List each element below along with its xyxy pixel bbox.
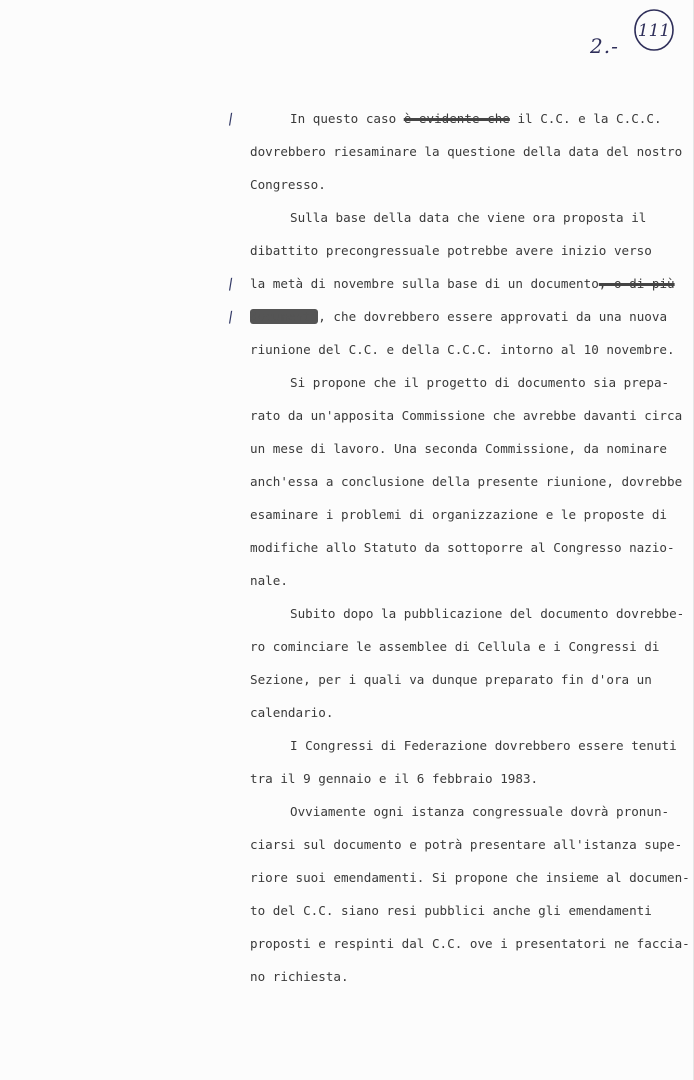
text-line: dovrebbero riesaminare la questione della data del nostro	[250, 144, 683, 159]
text-line: nale.	[250, 573, 288, 588]
text-line: riunione del C.C. e della C.C.C. intorno al 10 novembre.	[250, 342, 675, 357]
text-line: calendario.	[250, 705, 334, 720]
text-line: un mese di lavoro. Una seconda Commissione, da nominare	[250, 441, 668, 456]
text-line: tra il 9 gennaio e il 6 febbraio 1983.	[250, 771, 539, 786]
archive-stamp-icon	[632, 8, 676, 52]
text-line: no richiesta.	[250, 969, 349, 984]
page-number: 2.-	[590, 34, 619, 58]
text-line: proposti e respinti dal C.C. ove i presentatori ne faccia-	[250, 936, 690, 951]
struck-text: è evidente che	[403, 111, 510, 126]
margin-mark: /	[226, 109, 235, 129]
text-line: rato da un'apposita Commissione che avrebbe davanti circa	[250, 408, 683, 423]
text-line: Subito dopo la pubblicazione del documento dovrebbe-	[290, 606, 685, 621]
text-line: anch'essa a conclusione della presente riunione, dovrebbe	[250, 474, 683, 489]
text-line: riore suoi emendamenti. Si propone che insieme al documen-	[250, 870, 690, 885]
text-line: Congresso.	[250, 177, 326, 192]
text-line: to del C.C. siano resi pubblici anche gli emendamenti	[250, 903, 652, 918]
archive-stamp-number: 111	[637, 21, 671, 41]
text-line: In questo caso è evidente che il C.C. e la C.C.C.	[290, 111, 662, 126]
text-line: I Congressi di Federazione dovrebbero essere tenuti	[290, 738, 677, 753]
text-line: Ovviamente ogni istanza congressuale dovrà pronun-	[290, 804, 670, 819]
text-line: dibattito precongressuale potrebbe avere inizio verso	[250, 243, 652, 258]
text-line: esaminare i problemi di organizzazione e le proposte di	[250, 507, 668, 522]
text-line: Sulla base della data che viene ora proposta il	[290, 210, 647, 225]
margin-mark: /	[226, 307, 235, 327]
struck-text: , o di più	[598, 276, 675, 291]
text-line: la metà di novembre sulla base di un documento, o di più	[250, 276, 675, 291]
text-line: Sezione, per i quali va dunque preparato fin d'ora un	[250, 672, 652, 687]
text-line: Si propone che il progetto di documento sia prepa-	[290, 375, 670, 390]
text-line: modifiche allo Statuto da sottoporre al Congresso nazio-	[250, 540, 675, 555]
text-line: ciarsi sul documento e potrà presentare all'istanza supe-	[250, 837, 683, 852]
text-line: ro cominciare le assemblee di Cellula e i Congressi di	[250, 639, 660, 654]
text-line: documenti, che dovrebbero essere approvati da una nuova	[250, 309, 668, 324]
margin-mark: /	[226, 274, 235, 294]
scribbled-text: documenti	[250, 309, 319, 324]
